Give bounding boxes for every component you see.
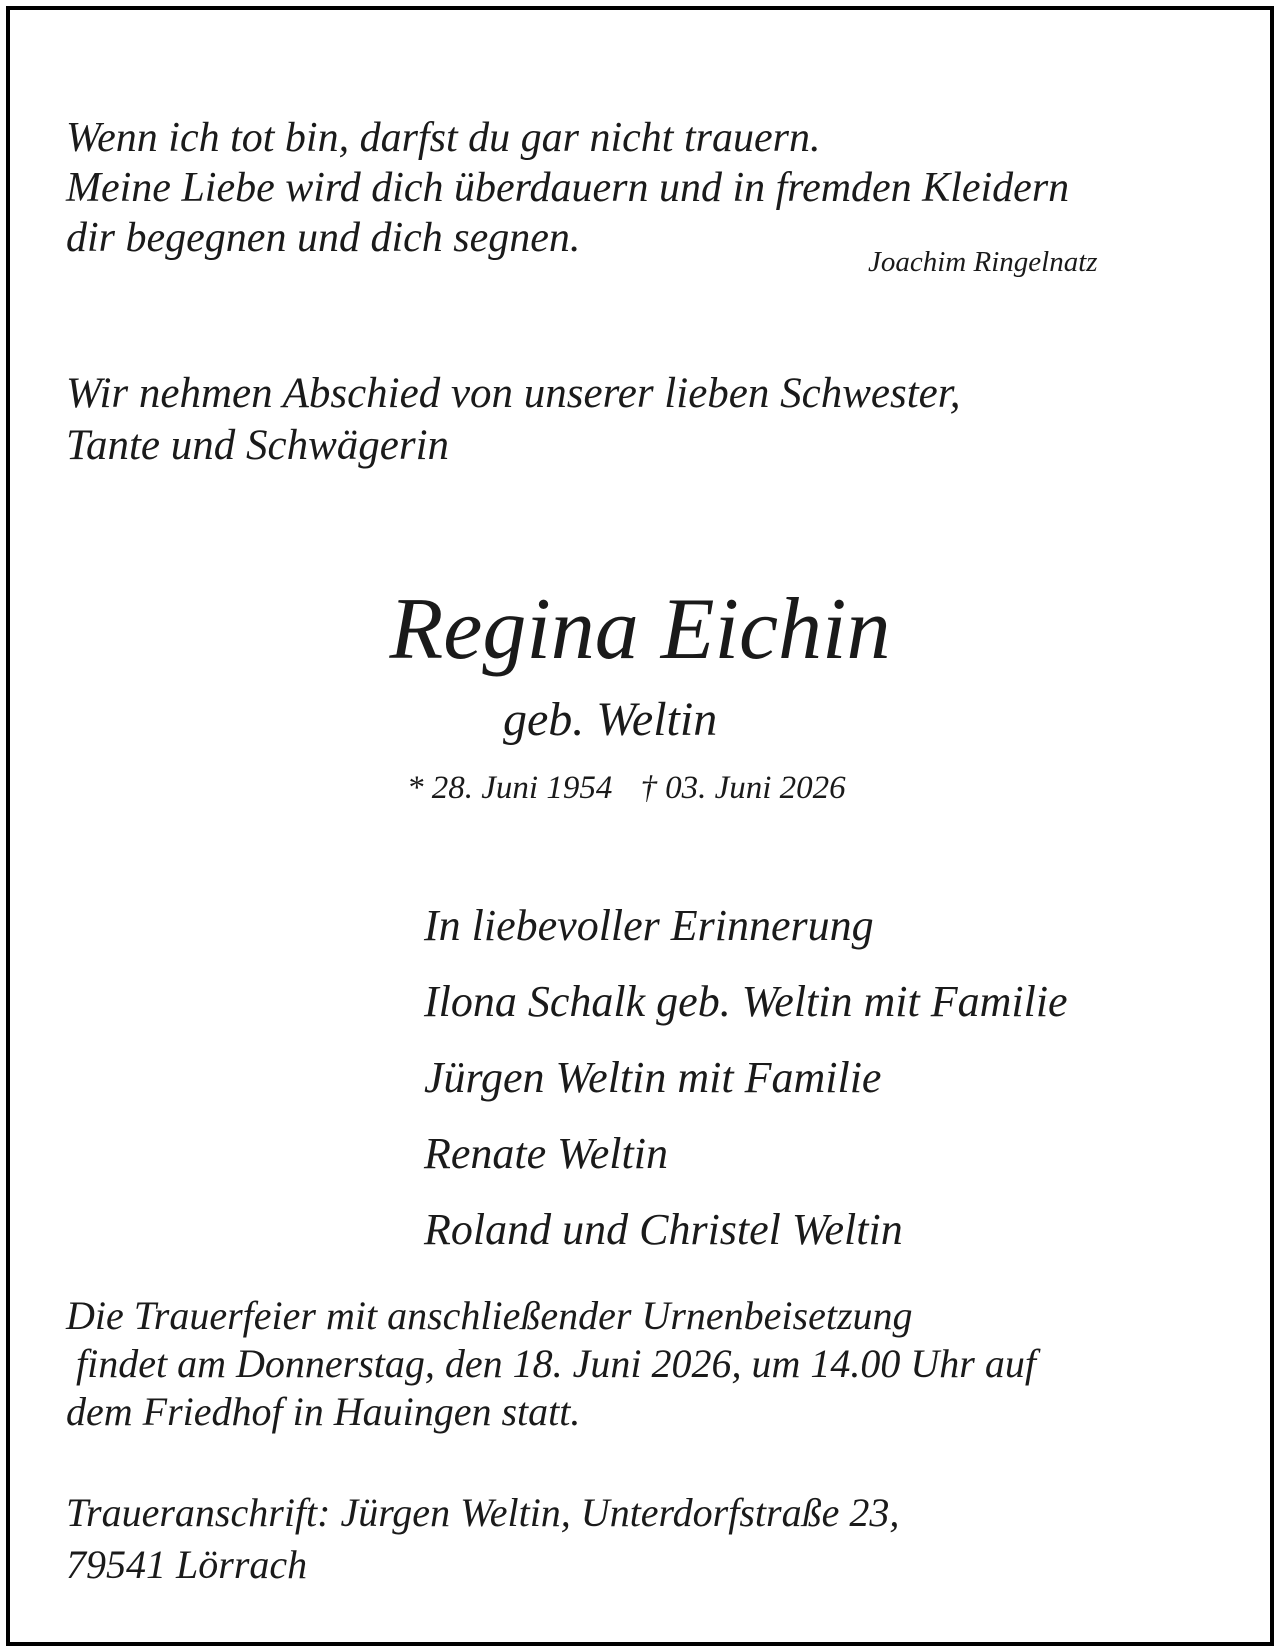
mourner-line: In liebevoller Erinnerung (424, 901, 874, 950)
mourner-line: Jürgen Weltin mit Familie (424, 1053, 882, 1102)
mourning-address (66, 1487, 899, 1591)
farewell-intro (66, 368, 960, 472)
funeral-service-info (66, 1292, 1036, 1436)
poem-line: dir begegnen und dich segnen. (66, 215, 581, 261)
birth-date: * 28. Juni 1954 (407, 770, 613, 806)
service-line: findet am Donnerstag, den 18. Juni 2026, um 14.00 Uhr auf (66, 1341, 1036, 1386)
death-date: † 03. Juni 2026 (640, 770, 846, 806)
poem-quote (66, 113, 1069, 263)
intro-line: Wir nehmen Abschied von unserer lieben Schwester, (66, 370, 961, 417)
poem-line: Wenn ich tot bin, darfst du gar nicht trauern. (66, 115, 821, 161)
mourner-line: Renate Weltin (424, 1129, 668, 1178)
deceased-name: Regina Eichin (389, 581, 891, 678)
poem-line: Meine Liebe wird dich überdauern und in fremden Kleidern (66, 165, 1070, 211)
mourner-line: Roland und Christel Weltin (424, 1205, 903, 1254)
intro-line: Tante und Schwägerin (66, 422, 450, 469)
poem-author: Joachim Ringelnatz (868, 246, 1098, 278)
mourner-line: Ilona Schalk geb. Weltin mit Familie (424, 977, 1068, 1026)
maiden-name: geb. Weltin (503, 693, 718, 746)
address-line: 79541 Lörrach (66, 1542, 308, 1587)
service-line: dem Friedhof in Hauingen statt. (66, 1389, 581, 1434)
address-line: Traueranschrift: Jürgen Weltin, Unterdorfstraße 23, (66, 1490, 900, 1535)
mourners-list (424, 888, 1068, 1268)
service-line: Die Trauerfeier mit anschließender Urnenbeisetzung (66, 1293, 913, 1338)
life-dates (407, 770, 846, 807)
